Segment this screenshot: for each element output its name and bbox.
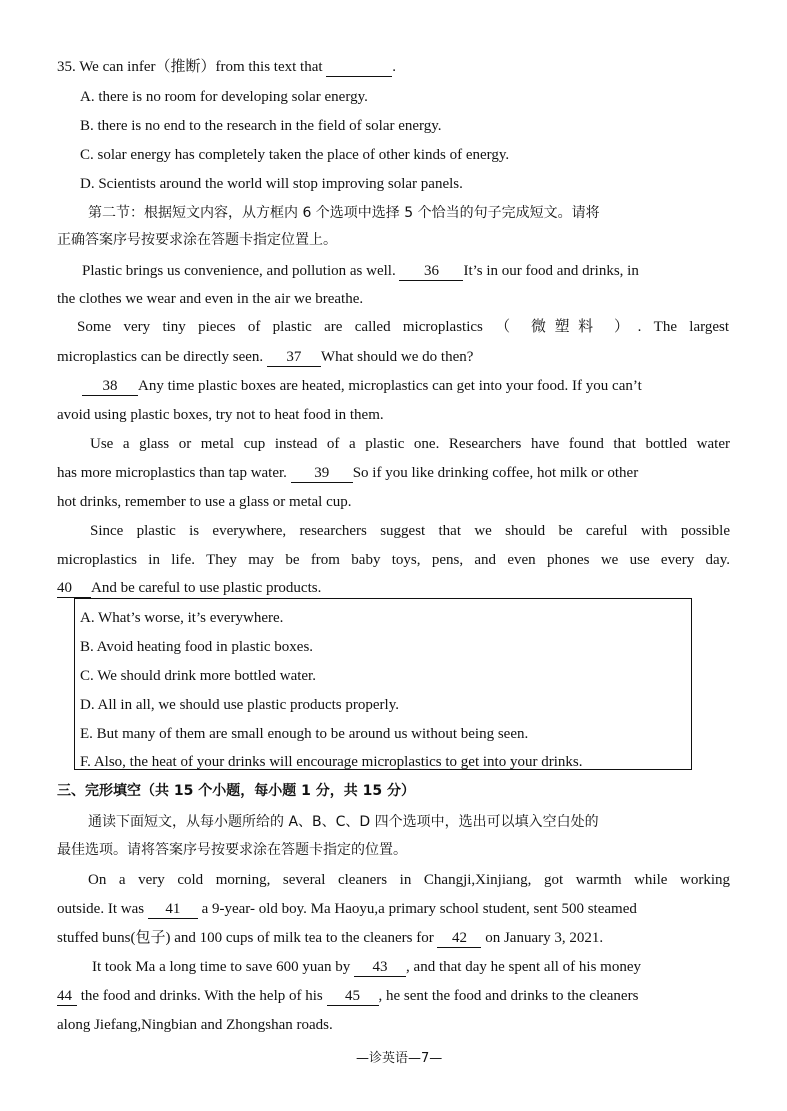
question-35-option-b: B. there is no end to the research in the field of solar energy. xyxy=(80,118,442,134)
passage-line: Use a glass or metal cup instead of a plastic one. Researchers have found that bottled water xyxy=(90,436,730,452)
blank-45: 45 xyxy=(327,988,379,1006)
blank-42: 42 xyxy=(437,930,481,948)
blank-40: 40 xyxy=(57,580,91,598)
section2-instruction-line2: 正确答案序号按要求涂在答题卡指定位置上。 xyxy=(57,232,337,248)
blank-37: 37 xyxy=(267,349,321,367)
passage-line: stuffed buns(包子) and 100 cups of milk tea to the cleaners for 42 on January 3, 2021. xyxy=(57,930,604,946)
box-option-e: E. But many of them are small enough to be around us without being seen. xyxy=(80,726,529,742)
blank-44: 44 xyxy=(57,988,77,1006)
blank-36: 36 xyxy=(399,263,463,281)
blank-38: 38 xyxy=(82,378,138,396)
passage-line: microplastics can be directly seen. 37 What should we do then? xyxy=(57,349,474,365)
passage-line: outside. It was 41 a 9-year- old boy. Ma Haoyu,a primary school student, sent 500 steamed xyxy=(57,901,637,917)
question-35-option-a: A. there is no room for developing solar energy. xyxy=(80,89,368,105)
passage-line: along Jiefang,Ningbian and Zhongshan roads. xyxy=(57,1017,333,1033)
passage-line: On a very cold morning, several cleaners in Changji,Xinjiang, got warmth while working xyxy=(88,872,730,888)
passage-line: 38 Any time plastic boxes are heated, microplastics can get into your food. If you can’t xyxy=(82,376,642,396)
passage-line: 40 And be careful to use plastic products. xyxy=(57,580,322,596)
passage-line: the clothes we wear and even in the air we breathe. xyxy=(57,291,364,307)
box-option-d: D. All in all, we should use plastic products properly. xyxy=(80,697,399,713)
passage-line: avoid using plastic boxes, try not to heat food in them. xyxy=(57,407,384,423)
blank-39: 39 xyxy=(291,465,353,483)
passage-line: Some very tiny pieces of plastic are called microplastics （ 微塑料 ）. The largest xyxy=(77,319,729,335)
blank-41: 41 xyxy=(148,901,198,919)
passage-line: microplastics in life. They may be from baby toys, pens, and even phones we use every day. xyxy=(57,552,730,568)
box-option-c: C. We should drink more bottled water. xyxy=(80,668,316,684)
passage-line: has more microplastics than tap water. 39 So if you like drinking coffee, hot milk or other xyxy=(57,465,639,481)
passage-line: It took Ma a long time to save 600 yuan by 43 , and that day he spent all of his money xyxy=(92,959,641,975)
section2-instruction-line1: 第二节：根据短文内容，从方框内 6 个选项中选择 5 个恰当的句子完成短文。请将 xyxy=(88,205,600,221)
section3-instruction-line2: 最佳选项。请将答案序号按要求涂在答题卡指定的位置。 xyxy=(57,842,407,858)
passage-line: hot drinks, remember to use a glass or metal cup. xyxy=(57,494,352,510)
question-35-blank xyxy=(326,59,392,77)
question-35-option-c: C. solar energy has completely taken the place of other kinds of energy. xyxy=(80,147,510,163)
question-35-option-d: D. Scientists around the world will stop improving solar panels. xyxy=(80,176,463,192)
blank-43: 43 xyxy=(354,959,406,977)
question-35-stem: 35. We can infer（推断）from this text that . xyxy=(57,59,397,75)
section3-heading: 三、完形填空（共 15 个小题，每小题 1 分，共 15 分） xyxy=(57,783,415,799)
page-footer: —诊英语—7— xyxy=(356,1051,443,1066)
passage-line: Plastic brings us convenience, and pollution as well. 36 It’s in our food and drinks, in xyxy=(82,263,639,279)
passage-line: 44 the food and drinks. With the help of his 45 , he sent the food and drinks to the cleaners xyxy=(57,988,639,1004)
box-option-f: F. Also, the heat of your drinks will encourage microplastics to get into your drinks. xyxy=(80,754,583,770)
question-35-text: 35. We can infer（推断）from this text that xyxy=(57,59,323,75)
box-option-a: A. What’s worse, it’s everywhere. xyxy=(80,610,284,626)
passage-line: Since plastic is everywhere, researchers suggest that we should be careful with possible xyxy=(90,523,730,539)
box-option-b: B. Avoid heating food in plastic boxes. xyxy=(80,639,314,655)
section3-instruction-line1: 通读下面短文，从每小题所给的 A、B、C、D 四个选项中，选出可以填入空白处的 xyxy=(88,814,599,830)
